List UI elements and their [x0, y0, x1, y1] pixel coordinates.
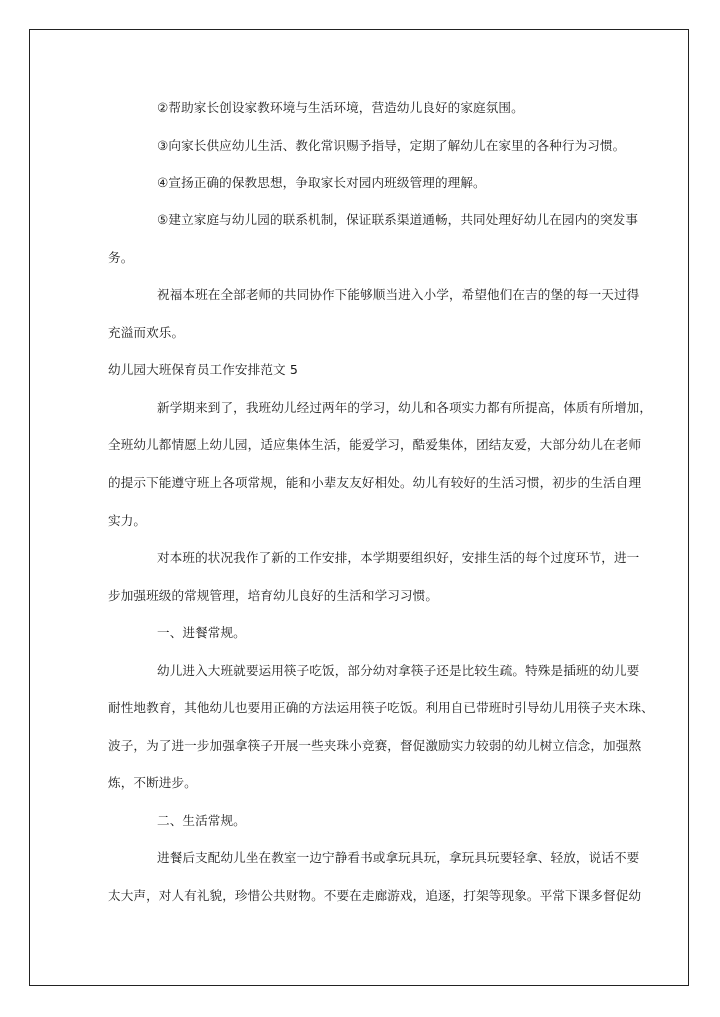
paragraph-line: 耐性地教育，其他幼儿也要用正确的方法运用筷子吃饭。利用自已带班时引导幼儿用筷子夹木珠、	[108, 700, 654, 715]
paragraph-line: 太大声，对人有礼貌，珍惜公共财物。不要在走廊游戏，追逐，打架等现象。平常下课多督促幼	[108, 888, 642, 903]
paragraph-line: ③向家长供应幼儿生活、教化常识赐予指导，定期了解幼儿在家里的各种行为习惯。	[157, 138, 626, 153]
subsection-heading: 一、进餐常规。	[157, 625, 246, 640]
paragraph-line: ②帮助家长创设家教环境与生活环境，营造幼儿良好的家庭氛围。	[157, 100, 524, 115]
paragraph-line: 全班幼儿都情愿上幼儿园，适应集体生活，能爱学习，酷爱集体，团结友爱，大部分幼儿在老师	[108, 437, 642, 452]
paragraph-line: 进餐后支配幼儿坐在教室一边宁静看书或拿玩具玩，拿玩具玩要轻拿、轻放，说话不要	[157, 850, 640, 865]
paragraph-line: ⑤建立家庭与幼儿园的联系机制，保证联系渠道通畅，共同处理好幼儿在园内的突发事	[157, 212, 639, 227]
paragraph-line: 对本班的状况我作了新的工作安排，本学期要组织好，安排生活的每个过度环节，进一	[157, 550, 640, 565]
paragraph-line: 波子，为了进一步加强拿筷子开展一些夹珠小竞赛，督促激励实力较弱的幼儿树立信念，加强熬	[108, 738, 642, 753]
paragraph-line: 务。	[108, 250, 134, 265]
paragraph-line: 炼，不断进步。	[108, 775, 197, 790]
paragraph-line: 充溢而欢乐。	[108, 325, 185, 340]
paragraph-line: 新学期来到了，我班幼儿经过两年的学习，幼儿和各项实力都有所提高，体质有所增加，	[157, 400, 653, 415]
subsection-heading: 二、生活常规。	[157, 813, 246, 828]
paragraph-line: 的提示下能遵守班上各项常规，能和小辈友友好相处。幼儿有较好的生活习惯，初步的生活自理	[108, 475, 642, 490]
paragraph-line: 实力。	[108, 513, 147, 528]
section-heading: 幼儿园大班保育员工作安排范文 5	[108, 362, 298, 377]
page-frame	[29, 29, 689, 986]
paragraph-line: 步加强班级的常规管理，培育幼儿良好的生活和学习习惯。	[108, 588, 439, 603]
paragraph-line: 幼儿进入大班就要运用筷子吃饭，部分幼对拿筷子还是比较生疏。特殊是插班的幼儿要	[157, 663, 640, 678]
paragraph-line: 祝福本班在全部老师的共同协作下能够顺当进入小学，希望他们在吉的堡的每一天过得	[157, 287, 640, 302]
paragraph-line: ④宣扬正确的保教思想，争取家长对园内班级管理的理解。	[157, 175, 486, 190]
